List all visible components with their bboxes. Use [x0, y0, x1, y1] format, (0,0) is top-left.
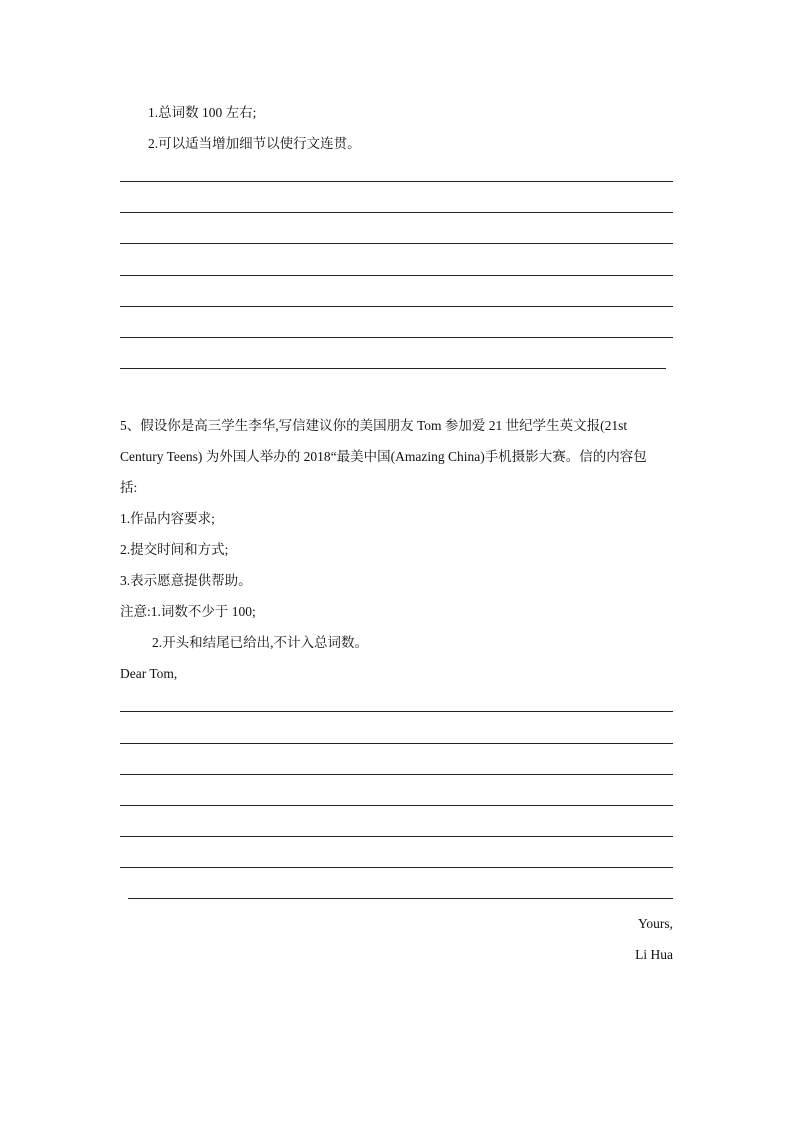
writing-line	[120, 867, 673, 868]
writing-line	[120, 368, 666, 369]
writing-line	[120, 836, 673, 837]
letter-closing: Yours,	[637, 916, 673, 931]
note-word-count: 1.总词数 100 左右;	[148, 105, 257, 120]
letter-greeting: Dear Tom,	[120, 666, 178, 681]
note-opening-closing: 2.开头和结尾已给出,不计入总词数。	[152, 635, 368, 650]
writing-line	[120, 243, 673, 244]
writing-line	[120, 181, 673, 182]
note-word-minimum: 注意:1.词数不少于 100;	[120, 604, 256, 619]
writing-line	[120, 306, 673, 307]
writing-line	[128, 898, 673, 899]
letter-signature: Li Hua	[635, 947, 673, 962]
writing-line	[120, 212, 673, 213]
prompt-line: 5、假设你是高三学生李华,写信建议你的美国朋友 Tom 参加爱 21 世纪学生英文报(21st	[120, 418, 628, 433]
writing-line	[120, 275, 673, 276]
writing-line	[120, 774, 673, 775]
prompt-line: Century Teens) 为外国人举办的 2018“最美中国(Amazing China)手机摄影大赛。信的内容包	[120, 449, 647, 464]
note-add-details: 2.可以适当增加细节以使行文连贯。	[148, 136, 361, 151]
writing-line	[120, 711, 673, 712]
prompt-line: 括:	[120, 480, 138, 495]
requirement-item: 3.表示愿意提供帮助。	[120, 573, 252, 588]
requirement-item: 1.作品内容要求;	[120, 511, 215, 526]
writing-line	[120, 743, 673, 744]
writing-line	[120, 337, 673, 338]
writing-line	[120, 805, 673, 806]
requirement-item: 2.提交时间和方式;	[120, 542, 229, 557]
